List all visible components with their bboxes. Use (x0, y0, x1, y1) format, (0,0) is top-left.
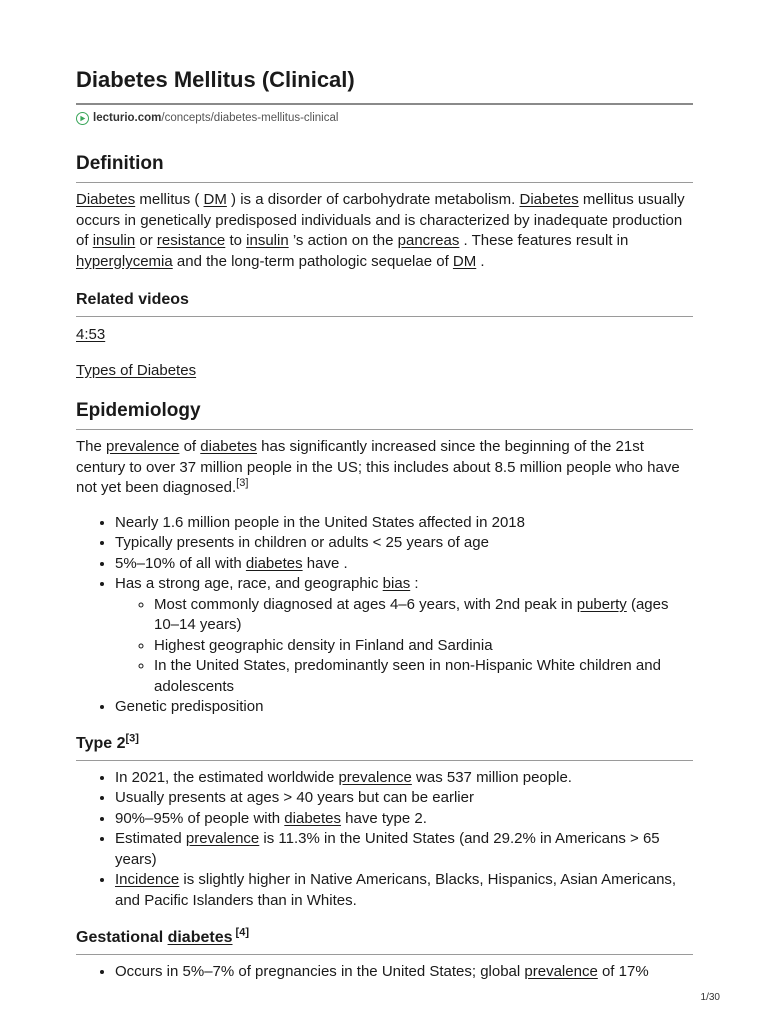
link-pancreas[interactable]: pancreas (397, 232, 460, 249)
link-prevalence[interactable]: prevalence (185, 830, 260, 847)
citation[interactable]: [3] (125, 732, 139, 745)
citation[interactable]: [4] (232, 926, 249, 939)
link-prevalence[interactable]: prevalence (106, 438, 180, 455)
source-url[interactable] (76, 111, 693, 125)
link-diabetes[interactable]: Diabetes (519, 191, 579, 208)
list-item: • Nearly 1.6 million people in the United States affected in 2018 (115, 513, 693, 534)
list-item: • Incidence is slightly higher in Native Americans, Blacks, Hispanics, Asian Americans, and Pacific Islanders than in Whites. (115, 870, 693, 911)
source-path: /concepts/diabetes-mellitus-clinical (161, 112, 339, 124)
definition-paragraph: Diabetes mellitus ( DM ) is a disorder of carbohydrate metabolism. Diabetes mellitus usually occurs in genetically predisposed individuals and is characterized by inadequate production of insulin or resistance to insulin ’s action on the pancreas . These features result in hyperglycemia and the long-term pathologic sequelae of DM . (76, 191, 685, 270)
link-prevalence[interactable]: prevalence (338, 768, 412, 786)
gestational-heading: Gestational diabetes [4] (76, 927, 693, 955)
document-page (76, 64, 693, 983)
link-dm[interactable]: DM (203, 191, 227, 208)
list-item: • In 2021, the estimated worldwide prevalence was 537 million people. (115, 768, 693, 789)
list-item: • 5%–10% of all with diabetes have . (115, 554, 693, 575)
list-item: • Usually presents at ages > 40 years but can be earlier (115, 788, 693, 809)
related-videos-heading: Related videos (76, 289, 693, 317)
sub-list (115, 595, 693, 698)
sub-list-item: ◦ Most commonly diagnosed at ages 4–6 years, with 2nd peak in puberty (ages 10–14 years) (154, 595, 693, 636)
epidemiology-list (76, 513, 693, 718)
epidemiology-heading: Epidemiology (76, 398, 693, 430)
link-diabetes[interactable]: diabetes (245, 554, 303, 572)
type2-heading: Type 2[3] (76, 733, 693, 761)
list-item: • Estimated prevalence is 11.3% in the United States (and 29.2% in Americans > 65 years) (115, 829, 693, 870)
citation[interactable]: [3] (236, 477, 249, 489)
source-domain: lecturio.com (93, 112, 162, 124)
epidemiology-paragraph: The prevalence of diabetes has significantly increased since the beginning of the 21st century to over 37 million people in the US; this includes about 8.5 million people who have not yet been diagnosed.[3] (76, 438, 680, 496)
link-diabetes[interactable]: diabetes (200, 438, 257, 455)
sub-list-item: ◦ Highest geographic density in Finland and Sardinia (154, 636, 693, 657)
list-item: • Typically presents in children or adults < 25 years of age (115, 533, 693, 554)
list-item: • Genetic predisposition (115, 697, 693, 718)
list-item: • Has a strong age, race, and geographic bias : ◦ Most commonly diagnosed at ages 4–6 years, with 2nd peak in puberty (ages 10–14 years) ◦ Highest geographic density in Finland and Sardinia ◦ In the United States, predominantly seen in non-Hispanic White children and adolescents (115, 574, 693, 697)
play-circle-icon (76, 112, 89, 125)
page-number: 1/30 (700, 992, 720, 1003)
list-item: • 90%–95% of people with diabetes have type 2. (115, 809, 693, 830)
link-hyperglycemia[interactable]: hyperglycemia (76, 252, 173, 270)
list-item: • Occurs in 5%–7% of pregnancies in the United States; global prevalence of 17% (115, 962, 693, 983)
link-puberty[interactable]: puberty (576, 595, 627, 613)
link-insulin[interactable]: insulin (246, 232, 289, 249)
type2-list (76, 768, 693, 912)
link-diabetes[interactable]: diabetes (284, 809, 342, 827)
link-dm[interactable]: DM (452, 252, 477, 270)
link-diabetes[interactable]: Diabetes (76, 191, 136, 208)
link-resistance[interactable]: resistance (156, 232, 226, 249)
link-diabetes[interactable]: diabetes (167, 929, 233, 946)
page-title: Diabetes Mellitus (Clinical) (76, 64, 693, 105)
sub-list-item: ◦ In the United States, predominantly seen in non-Hispanic White children and adolescents (154, 656, 693, 697)
link-prevalence[interactable]: prevalence (524, 963, 598, 980)
video-title-link[interactable]: Types of Diabetes (76, 361, 197, 379)
gestational-list (76, 962, 693, 983)
video-duration-link[interactable]: 4:53 (76, 326, 106, 343)
definition-heading: Definition (76, 151, 693, 183)
link-incidence[interactable]: Incidence (115, 871, 180, 888)
link-bias[interactable]: bias (382, 575, 411, 592)
link-insulin[interactable]: insulin (92, 232, 136, 249)
